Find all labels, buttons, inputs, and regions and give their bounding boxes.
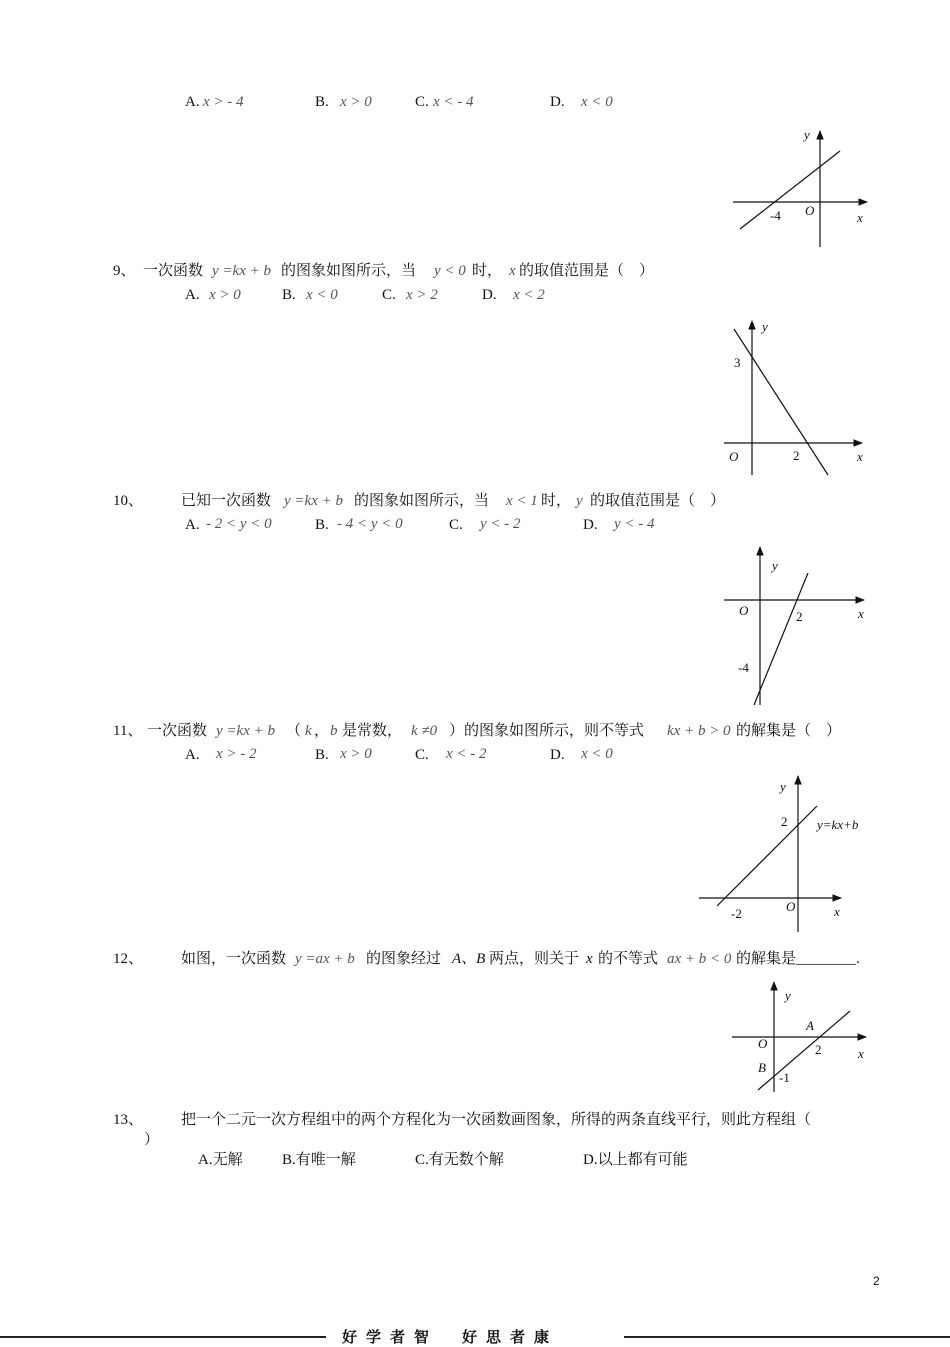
q11-expr: y =kx + b xyxy=(216,723,275,739)
q10-x-label: x xyxy=(858,606,864,621)
q12-x-label: x xyxy=(858,1046,864,1061)
q12-points: A、B xyxy=(452,951,486,967)
q9-option-b-math: x < 0 xyxy=(306,287,338,303)
q8-option-c-label: C. xyxy=(415,94,429,110)
q10-text-b: 的图象如图所示，当 xyxy=(354,493,490,509)
q10-var: y xyxy=(576,493,583,509)
q8-origin: O xyxy=(805,203,815,218)
q12-text-e: 的解集是________. xyxy=(736,951,860,967)
q9-x-label: x xyxy=(857,449,863,464)
q11-text-e: 的解集是（ ） xyxy=(736,723,842,739)
q12-expr: y =ax + b xyxy=(295,951,355,967)
q11-option-d-label: D. xyxy=(550,747,565,763)
q13-number: 13、 xyxy=(113,1112,144,1128)
q12-y-label: y xyxy=(785,988,791,1003)
q8-option-a-math: x > - 4 xyxy=(203,94,244,110)
q12-point-a: A xyxy=(806,1018,814,1033)
q9-option-d-label: D. xyxy=(482,287,497,303)
footer-rule-right xyxy=(624,1336,950,1338)
q13-option-b: B.有唯一解 xyxy=(282,1152,356,1168)
q11-option-b-math: x > 0 xyxy=(340,746,372,762)
q13-text: 把一个二元一次方程组中的两个方程化为一次函数画图象，所得的两条直线平行，则此方程组（ xyxy=(181,1112,812,1128)
q12-text-a: 如图，一次函数 xyxy=(181,951,287,967)
q12-graph xyxy=(730,978,875,1096)
q11-x-label: x xyxy=(834,904,840,919)
q11-graph xyxy=(697,772,877,937)
q12-tick-y: -1 xyxy=(779,1070,790,1085)
q8-option-d-label: D. xyxy=(550,94,565,110)
q11-text-a: 一次函数 xyxy=(147,723,208,739)
q12-point-b: B xyxy=(758,1060,766,1075)
q8-y-label: y xyxy=(804,127,810,142)
q10-text-d: 的取值范围是（ ） xyxy=(590,493,726,509)
q9-tick-y: 3 xyxy=(734,355,741,370)
q9-text-d: 的取值范围是（ ） xyxy=(519,263,655,279)
q10-option-b-math: - 4 < y < 0 xyxy=(337,516,403,532)
page-number: 2 xyxy=(873,1274,880,1288)
q11-tick-x: -2 xyxy=(731,906,742,921)
q10-option-b-label: B. xyxy=(315,517,329,533)
q10-text-c: 时， xyxy=(541,493,572,509)
q9-text-a: 一次函数 xyxy=(143,263,204,279)
q13-option-c: C.有无数个解 xyxy=(415,1152,504,1168)
q8-line xyxy=(740,151,840,229)
q12-text-c: 两点，则关于 xyxy=(489,951,580,967)
q11-line xyxy=(717,806,817,906)
q9-graph xyxy=(722,315,872,480)
q10-cond: x < 1 xyxy=(506,493,538,509)
q11-option-d-math: x < 0 xyxy=(581,746,613,762)
q8-option-c-math: x < - 4 xyxy=(433,94,474,110)
footer-rule-left xyxy=(0,1336,326,1338)
q9-option-b-label: B. xyxy=(282,287,296,303)
q8-option-b-math: x > 0 xyxy=(340,94,372,110)
q9-expr: y =kx + b xyxy=(212,263,271,279)
q12-tick-x: 2 xyxy=(815,1042,822,1057)
q13-text-end: ） xyxy=(144,1132,160,1148)
q11-option-a-math: x > - 2 xyxy=(216,746,257,762)
q10-option-c-label: C. xyxy=(449,517,463,533)
q10-tick-y: -4 xyxy=(738,660,749,675)
q11-text-d: ）的图象如图所示，则不等式 xyxy=(449,723,645,739)
q11-b: b xyxy=(330,723,338,739)
q9-var: x xyxy=(509,263,516,279)
q8-option-a-label: A. xyxy=(185,94,200,110)
q9-origin: O xyxy=(729,449,739,464)
q9-text-b: 的图象如图所示，当 xyxy=(281,263,417,279)
q10-option-a-math: - 2 < y < 0 xyxy=(206,516,272,532)
q9-option-a-math: x > 0 xyxy=(209,287,241,303)
footer-motto: 好学者智 好思者康 xyxy=(342,1328,559,1346)
q11-option-b-label: B. xyxy=(315,747,329,763)
q9-number: 9、 xyxy=(113,263,136,279)
q10-option-d-label: D. xyxy=(583,517,598,533)
q10-y-label: y xyxy=(772,558,778,573)
q9-cond: y < 0 xyxy=(434,263,466,279)
q13-option-a: A.无解 xyxy=(198,1152,243,1168)
q12-number: 12、 xyxy=(113,951,144,967)
q11-option-c-math: x < - 2 xyxy=(446,746,487,762)
q11-tick-y: 2 xyxy=(781,814,788,829)
q8-graph xyxy=(730,125,880,250)
q9-text-c: 时， xyxy=(472,263,503,279)
q10-option-d-math: y < - 4 xyxy=(614,516,655,532)
q8-tick-x: -4 xyxy=(770,208,781,223)
q12-origin: O xyxy=(758,1036,768,1051)
q11-k-ne: k ≠0 xyxy=(411,723,438,739)
q11-option-a-label: A. xyxy=(185,747,200,763)
q12-text-d: 的不等式 xyxy=(598,951,659,967)
q11-origin: O xyxy=(786,899,796,914)
q9-option-a-label: A. xyxy=(185,287,200,303)
q10-origin: O xyxy=(739,603,749,618)
q11-y-label: y xyxy=(780,779,786,794)
q11-text-c: 是常数， xyxy=(342,723,403,739)
q10-tick-x: 2 xyxy=(796,609,803,624)
q11-text-b: （ xyxy=(286,723,302,739)
q11-comma: ， xyxy=(314,723,330,739)
q11-option-c-label: C. xyxy=(415,747,429,763)
q11-number: 11、 xyxy=(113,723,143,739)
q12-text-b: 的图象经过 xyxy=(366,951,442,967)
q9-line xyxy=(734,329,828,475)
q10-expr: y =kx + b xyxy=(284,493,343,509)
q10-option-c-math: y < - 2 xyxy=(480,516,521,532)
q9-option-d-math: x < 2 xyxy=(513,287,545,303)
q10-line xyxy=(754,573,808,705)
q11-line-label: y=kx+b xyxy=(817,817,859,832)
q8-option-b-label: B. xyxy=(315,94,329,110)
q10-number: 10、 xyxy=(113,493,144,509)
q9-option-c-math: x > 2 xyxy=(406,287,438,303)
q10-graph xyxy=(722,543,872,708)
q13-option-d: D.以上都有可能 xyxy=(583,1152,688,1168)
q9-tick-x: 2 xyxy=(793,448,800,463)
q9-y-label: y xyxy=(762,319,768,334)
q12-ineq: ax + b < 0 xyxy=(667,951,732,967)
q11-k: k xyxy=(305,723,312,739)
q8-x-label: x xyxy=(857,210,863,225)
q12-line xyxy=(758,1011,850,1090)
q12-var: x xyxy=(586,951,593,967)
q11-ineq: kx + b > 0 xyxy=(667,723,731,739)
q10-text-a: 已知一次函数 xyxy=(181,493,272,509)
q8-option-d-math: x < 0 xyxy=(581,94,613,110)
q9-option-c-label: C. xyxy=(382,287,396,303)
q10-option-a-label: A. xyxy=(185,517,200,533)
